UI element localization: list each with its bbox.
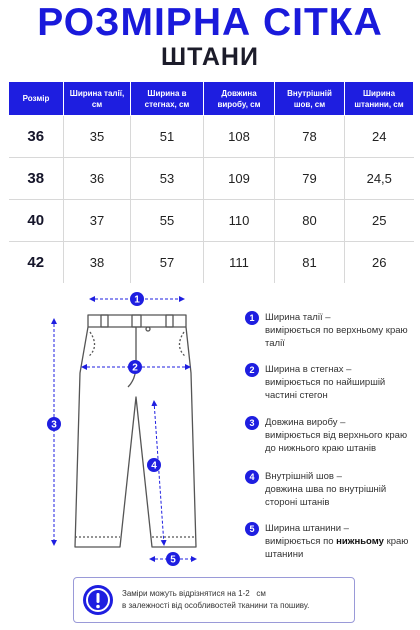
legend-title: Довжина виробу – <box>265 417 346 428</box>
table-row <box>9 200 414 242</box>
measure-marker-4 <box>147 458 161 472</box>
page-subtitle: ШТАНИ <box>161 43 259 71</box>
legend-text <box>265 416 415 455</box>
table-cell: 37 <box>64 200 131 242</box>
notice-box <box>73 577 355 623</box>
legend-text <box>265 470 415 509</box>
table-cell: 78 <box>275 116 345 158</box>
table-cell: 25 <box>345 200 414 242</box>
table-header-cell: Ширина в стегнах, см <box>131 82 204 116</box>
table-cell: 79 <box>275 158 345 200</box>
table-row <box>9 242 414 284</box>
measure-marker-2 <box>128 360 142 374</box>
legend-title: Ширина штанини – <box>265 523 349 534</box>
exclamation-icon <box>82 584 114 616</box>
table-cell: 109 <box>204 158 275 200</box>
table-header-cell: Ширина штанини, см <box>345 82 414 116</box>
legend-title: Ширина талії – <box>265 312 331 323</box>
size-cell: 38 <box>9 158 64 200</box>
measure-marker-3 <box>47 417 61 431</box>
svg-text:5: 5 <box>170 554 176 566</box>
table-cell: 108 <box>204 116 275 158</box>
size-table <box>8 81 414 283</box>
table-cell: 35 <box>64 116 131 158</box>
svg-text:4: 4 <box>151 460 157 472</box>
notice-line: Заміри можуть відрізнятися на 1-2 см <box>122 589 266 598</box>
legend-title: Внутрішній шов – <box>265 471 342 482</box>
legend-number: 1 <box>245 311 259 325</box>
table-cell: 110 <box>204 200 275 242</box>
svg-text:1: 1 <box>134 294 140 306</box>
legend-number: 5 <box>245 522 259 536</box>
table-cell: 36 <box>64 158 131 200</box>
legend-number: 4 <box>245 470 259 484</box>
table-cell: 81 <box>275 242 345 284</box>
table-cell: 57 <box>131 242 204 284</box>
table-header-cell: Ширина талії, см <box>64 82 131 116</box>
measure-marker-1 <box>130 292 144 306</box>
table-cell: 26 <box>345 242 414 284</box>
pants-diagram <box>28 285 218 575</box>
table-cell: 24 <box>345 116 414 158</box>
table-cell: 51 <box>131 116 204 158</box>
legend-description: вимірюється по найширшій частині стегон <box>265 377 386 401</box>
size-cell: 42 <box>9 242 64 284</box>
notice-line: в залежності від особливостей тканини та пошиву. <box>122 601 310 610</box>
svg-text:3: 3 <box>51 419 57 431</box>
table-header-row <box>9 82 414 116</box>
table-row <box>9 116 414 158</box>
legend-desc-emphasis: нижньому <box>336 536 384 547</box>
table-cell: 38 <box>64 242 131 284</box>
legend-text <box>265 363 415 402</box>
legend-description: довжина шва по внутрішній стороні штанів <box>265 484 387 508</box>
table-header-cell: Розмір <box>9 82 64 116</box>
table-cell: 111 <box>204 242 275 284</box>
legend-number: 3 <box>245 416 259 430</box>
legend-title: Ширина в стегнах – <box>265 364 352 375</box>
measure-marker-5 <box>166 552 180 566</box>
page-title: РОЗМІРНА СІТКА <box>37 1 383 44</box>
legend-description <box>265 535 415 561</box>
size-cell: 40 <box>9 200 64 242</box>
table-header-cell: Довжина виробу, см <box>204 82 275 116</box>
table-header-cell: Внутрішній шов, см <box>275 82 345 116</box>
table-cell: 24,5 <box>345 158 414 200</box>
table-cell: 55 <box>131 200 204 242</box>
legend-description: вимірюється по верхньому краю талії <box>265 325 408 349</box>
size-cell: 36 <box>9 116 64 158</box>
table-cell: 53 <box>131 158 204 200</box>
legend-text <box>265 522 415 561</box>
legend-desc-part: вимірюється по <box>265 536 334 547</box>
legend-number: 2 <box>245 363 259 377</box>
notice-text <box>122 588 350 612</box>
table-row <box>9 158 414 200</box>
svg-text:2: 2 <box>132 362 138 374</box>
table-cell: 80 <box>275 200 345 242</box>
legend-description: вимірюється від верхнього краю до нижнього краю штанів <box>265 430 408 454</box>
legend-desc-part: краю штанини <box>265 536 409 560</box>
pants-outline <box>75 315 196 547</box>
legend-text <box>265 311 415 350</box>
